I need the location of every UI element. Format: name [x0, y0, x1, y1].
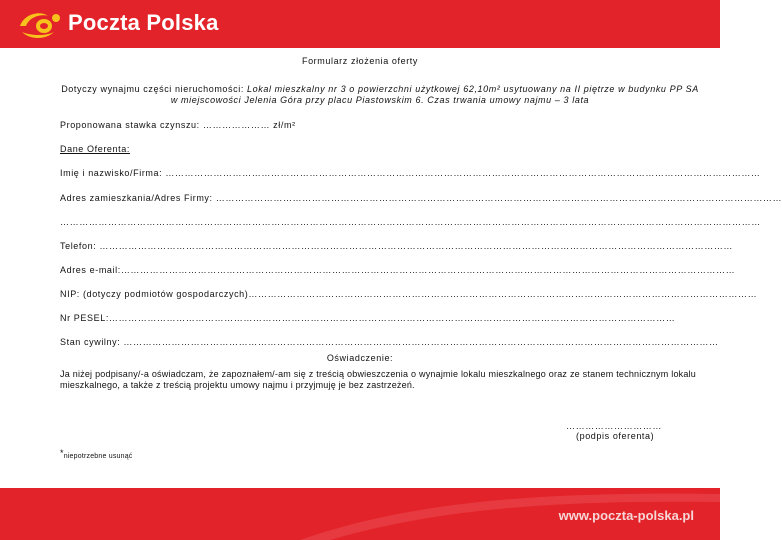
rate-field: Proponowana stawka czynszu: ………………… zł/m² [60, 120, 296, 130]
civil-status-field: Stan cywilny: …………………………………………………………………………………………………………………………………………………………………… [60, 337, 719, 347]
phone-field: Telefon: ……………………………………………………………………………………………………………………………………………………………………………… [60, 241, 734, 251]
footer-website-link[interactable]: www.poczta-polska.pl [558, 508, 694, 523]
name-field: Imię i nazwisko/Firma: …………………………………………………………………………………………………………………………………………………………………… [60, 168, 761, 178]
email-field: Adres e-mail:………………………………………………………………………………………………………………………………………………………………………… [60, 265, 736, 275]
post-horn-logo-icon [14, 6, 62, 42]
applicant-section-heading: Dane Oferenta: [60, 144, 130, 154]
footer-bar [0, 488, 720, 540]
pesel-field: Nr PESEL:…………………………………………………………………………………………………………………………………………………………… [60, 313, 676, 323]
offer-form [0, 48, 782, 488]
subject-intro: Dotyczy wynajmu części nieruchomości: [61, 84, 248, 94]
header-bar [0, 0, 720, 48]
form-subject [60, 84, 700, 106]
brand-name: Poczta Polska [68, 10, 219, 35]
footnote-mark: * [60, 448, 64, 458]
subject-detail: Lokal mieszkalny nr 3 o powierzchni użytkowej 62,10m² usytuowany na II piętrze w budynku PP SA w miejscowości Jelenia Góra przy placu Piastowskim 6. Czas trwania umowy najmu – 3 lata [170, 84, 699, 105]
footnote-text: niepotrzebne usunąć [63, 453, 133, 460]
declaration-text: Ja niżej podpisany/-a oświadczam, że zapoznałem/-am się z treścią obwieszczenia o wynajmie lokalu mieszkalnego oraz ze stanem technicznym lokalu mieszkalnego, a także z treścią projektu umowy najmu i przyjmuję je bez zastrzeżeń. [60, 369, 696, 390]
nip-field: NIP: (dotyczy podmiotów gospodarczych)…………………………………………………………………………………………………………………………………………… [60, 289, 758, 299]
signature-line: ………………………… [566, 421, 662, 431]
address-field: Adres zamieszkania/Adres Firmy: …………………………………………………………………………………………………………………………………………………………… [60, 193, 782, 203]
signature-label: (podpis oferenta) [576, 431, 655, 441]
address-field-continuation: ………………………………………………………………………………………………………………………………………………………………………………………………… [60, 217, 761, 227]
form-title: Formularz złożenia oferty [301, 56, 419, 66]
footnote [60, 448, 133, 460]
declaration-heading: Oświadczenie: [326, 353, 394, 363]
